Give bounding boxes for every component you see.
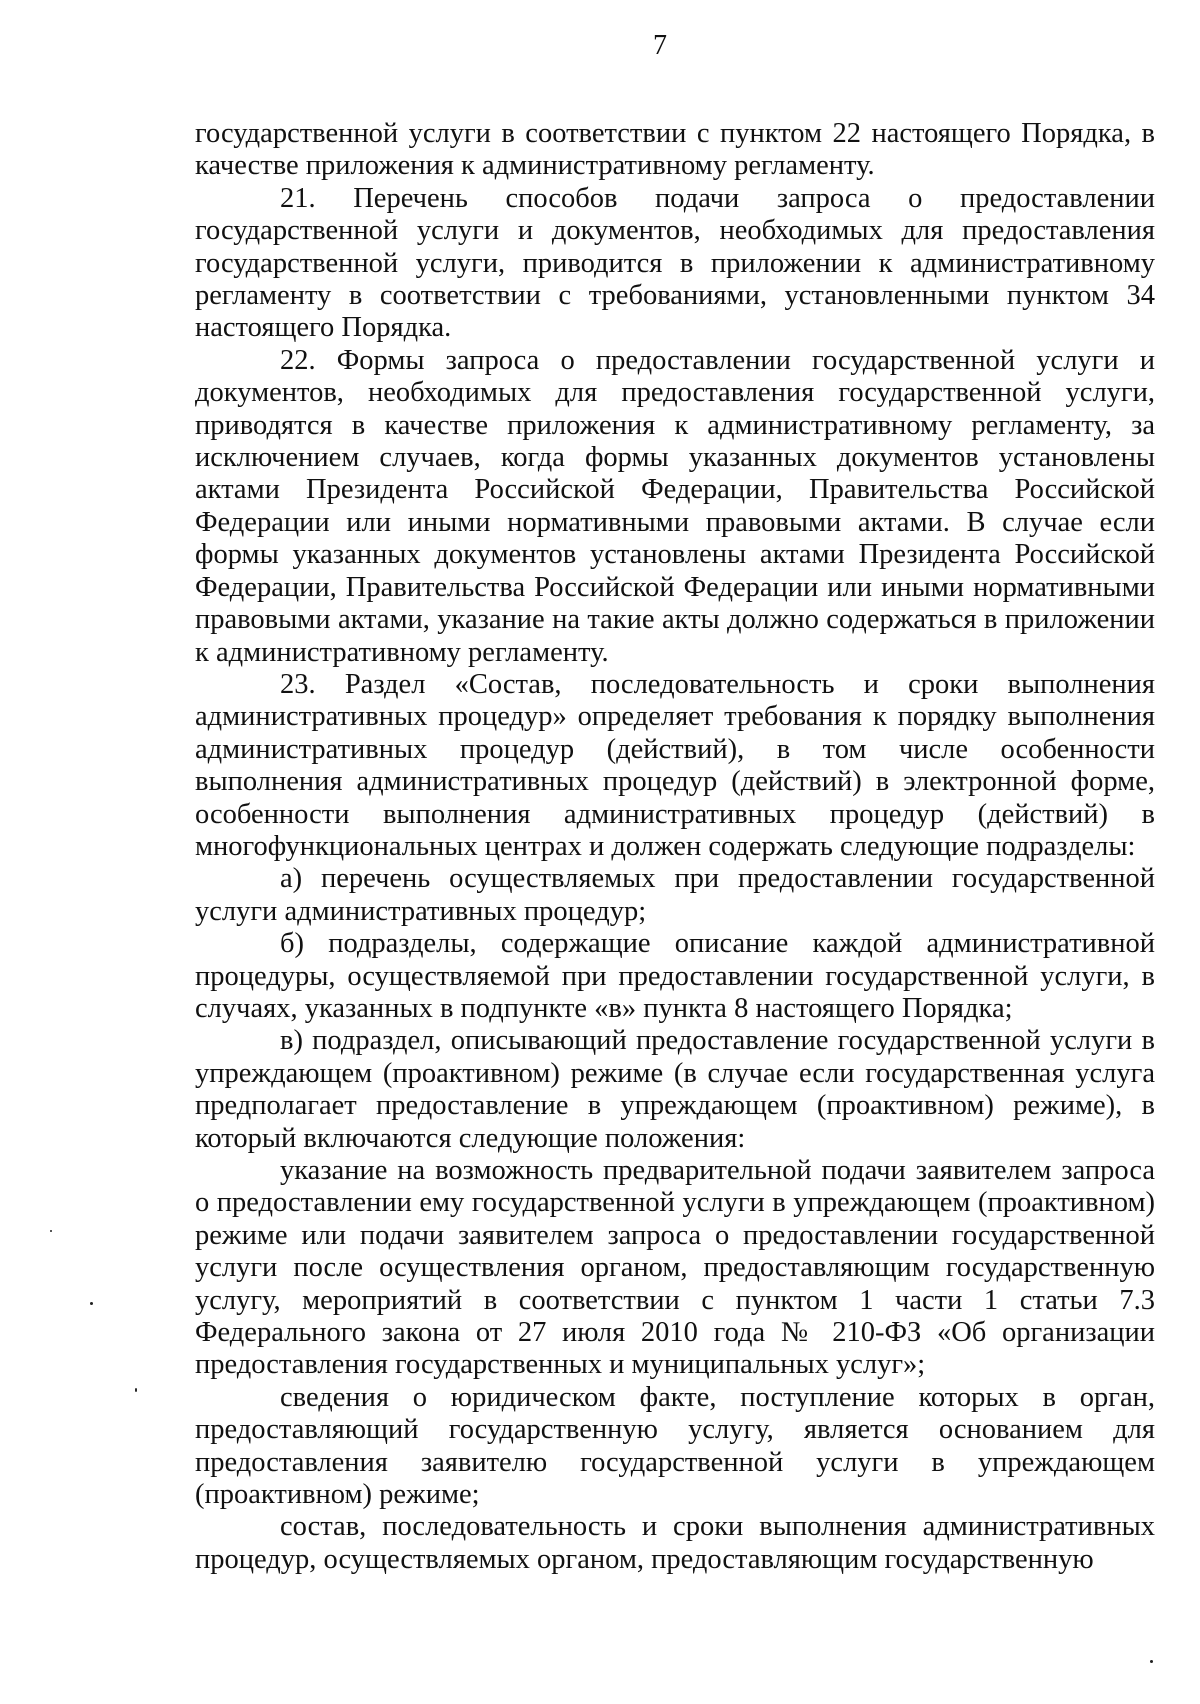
document-body [195, 118, 1155, 1576]
scan-speck [90, 1302, 93, 1305]
paragraph-item-23: 23. Раздел «Состав, последовательность и сроки выполнения административных процедур» определяет требования к порядку выполнения административных процедур (действий), в том числе особенности выполнения административных процедур (действий) в электронной форме, особенности выполнения административных процедур (действий) в многофункциональных центрах и должен содержать следующие подразделы: [195, 668, 1155, 862]
scan-speck [50, 1230, 52, 1232]
page-number: 7 [653, 30, 667, 61]
provision-legal-fact: сведения о юридическом факте, поступление которых в орган, предоставляющий государственную услугу, является основанием для предоставления заявителю государственной услуги в упреждающем (проактивном) режиме; [195, 1381, 1155, 1511]
subparagraph-v: в) подраздел, описывающий предоставление государственной услуги в упреждающем (проактивном) режиме (в случае если государственная услуга предполагает предоставление в упреждающем (проактивном) режиме), в который включаются следующие положения: [195, 1025, 1155, 1154]
scan-speck [135, 1388, 137, 1392]
paragraph-continuation: государственной услуги в соответствии с пунктом 22 настоящего Порядка, в качестве приложения к административному регламенту. [195, 118, 1155, 182]
provision-procedures: состав, последовательность и сроки выполнения административных процедур, осуществляемых органом, предоставляющим государственную [195, 1511, 1155, 1575]
provision-indication: указание на возможность предварительной подачи заявителем запроса о предоставлении ему государственной услуги в упреждающем (проактивном) режиме или подачи заявителем запроса о предоставлении государственной услуги после осуществления органом, предоставляющим государственную услугу, мероприятий в соответствии с пунктом 1 части 1 статьи 7.3 Федерального закона от 27 июля 2010 года № 210-ФЗ «Об организации предоставления государственных и муниципальных услуг»; [195, 1155, 1155, 1381]
subparagraph-a: а) перечень осуществляемых при предоставлении государственной услуги административных процедур; [195, 863, 1155, 927]
scan-speck [1150, 1660, 1153, 1663]
subparagraph-b: б) подразделы, содержащие описание каждой административной процедуры, осуществляемой при предоставлении государственной услуги, в случаях, указанных в подпункте «в» пункта 8 настоящего Порядка; [195, 928, 1155, 1024]
paragraph-item-21: 21. Перечень способов подачи запроса о предоставлении государственной услуги и документов, необходимых для предоставления государственной услуги, приводится в приложении к административному регламенту в соответствии с требованиями, установленными пунктом 34 настоящего Порядка. [195, 182, 1155, 344]
paragraph-item-22: 22. Формы запроса о предоставлении государственной услуги и документов, необходимых для предоставления государственной услуги, приводятся в качестве приложения к административному регламенту, за исключением случаев, когда формы указанных документов установлены актами Президента Российской Федерации, Правительства Российской Федерации или иными нормативными правовыми актами. В случае если формы указанных документов установлены актами Президента Российской Федерации, Правительства Российской Федерации или иными нормативными правовыми актами, указание на такие акты должно содержаться в приложении к административному регламенту. [195, 344, 1155, 668]
